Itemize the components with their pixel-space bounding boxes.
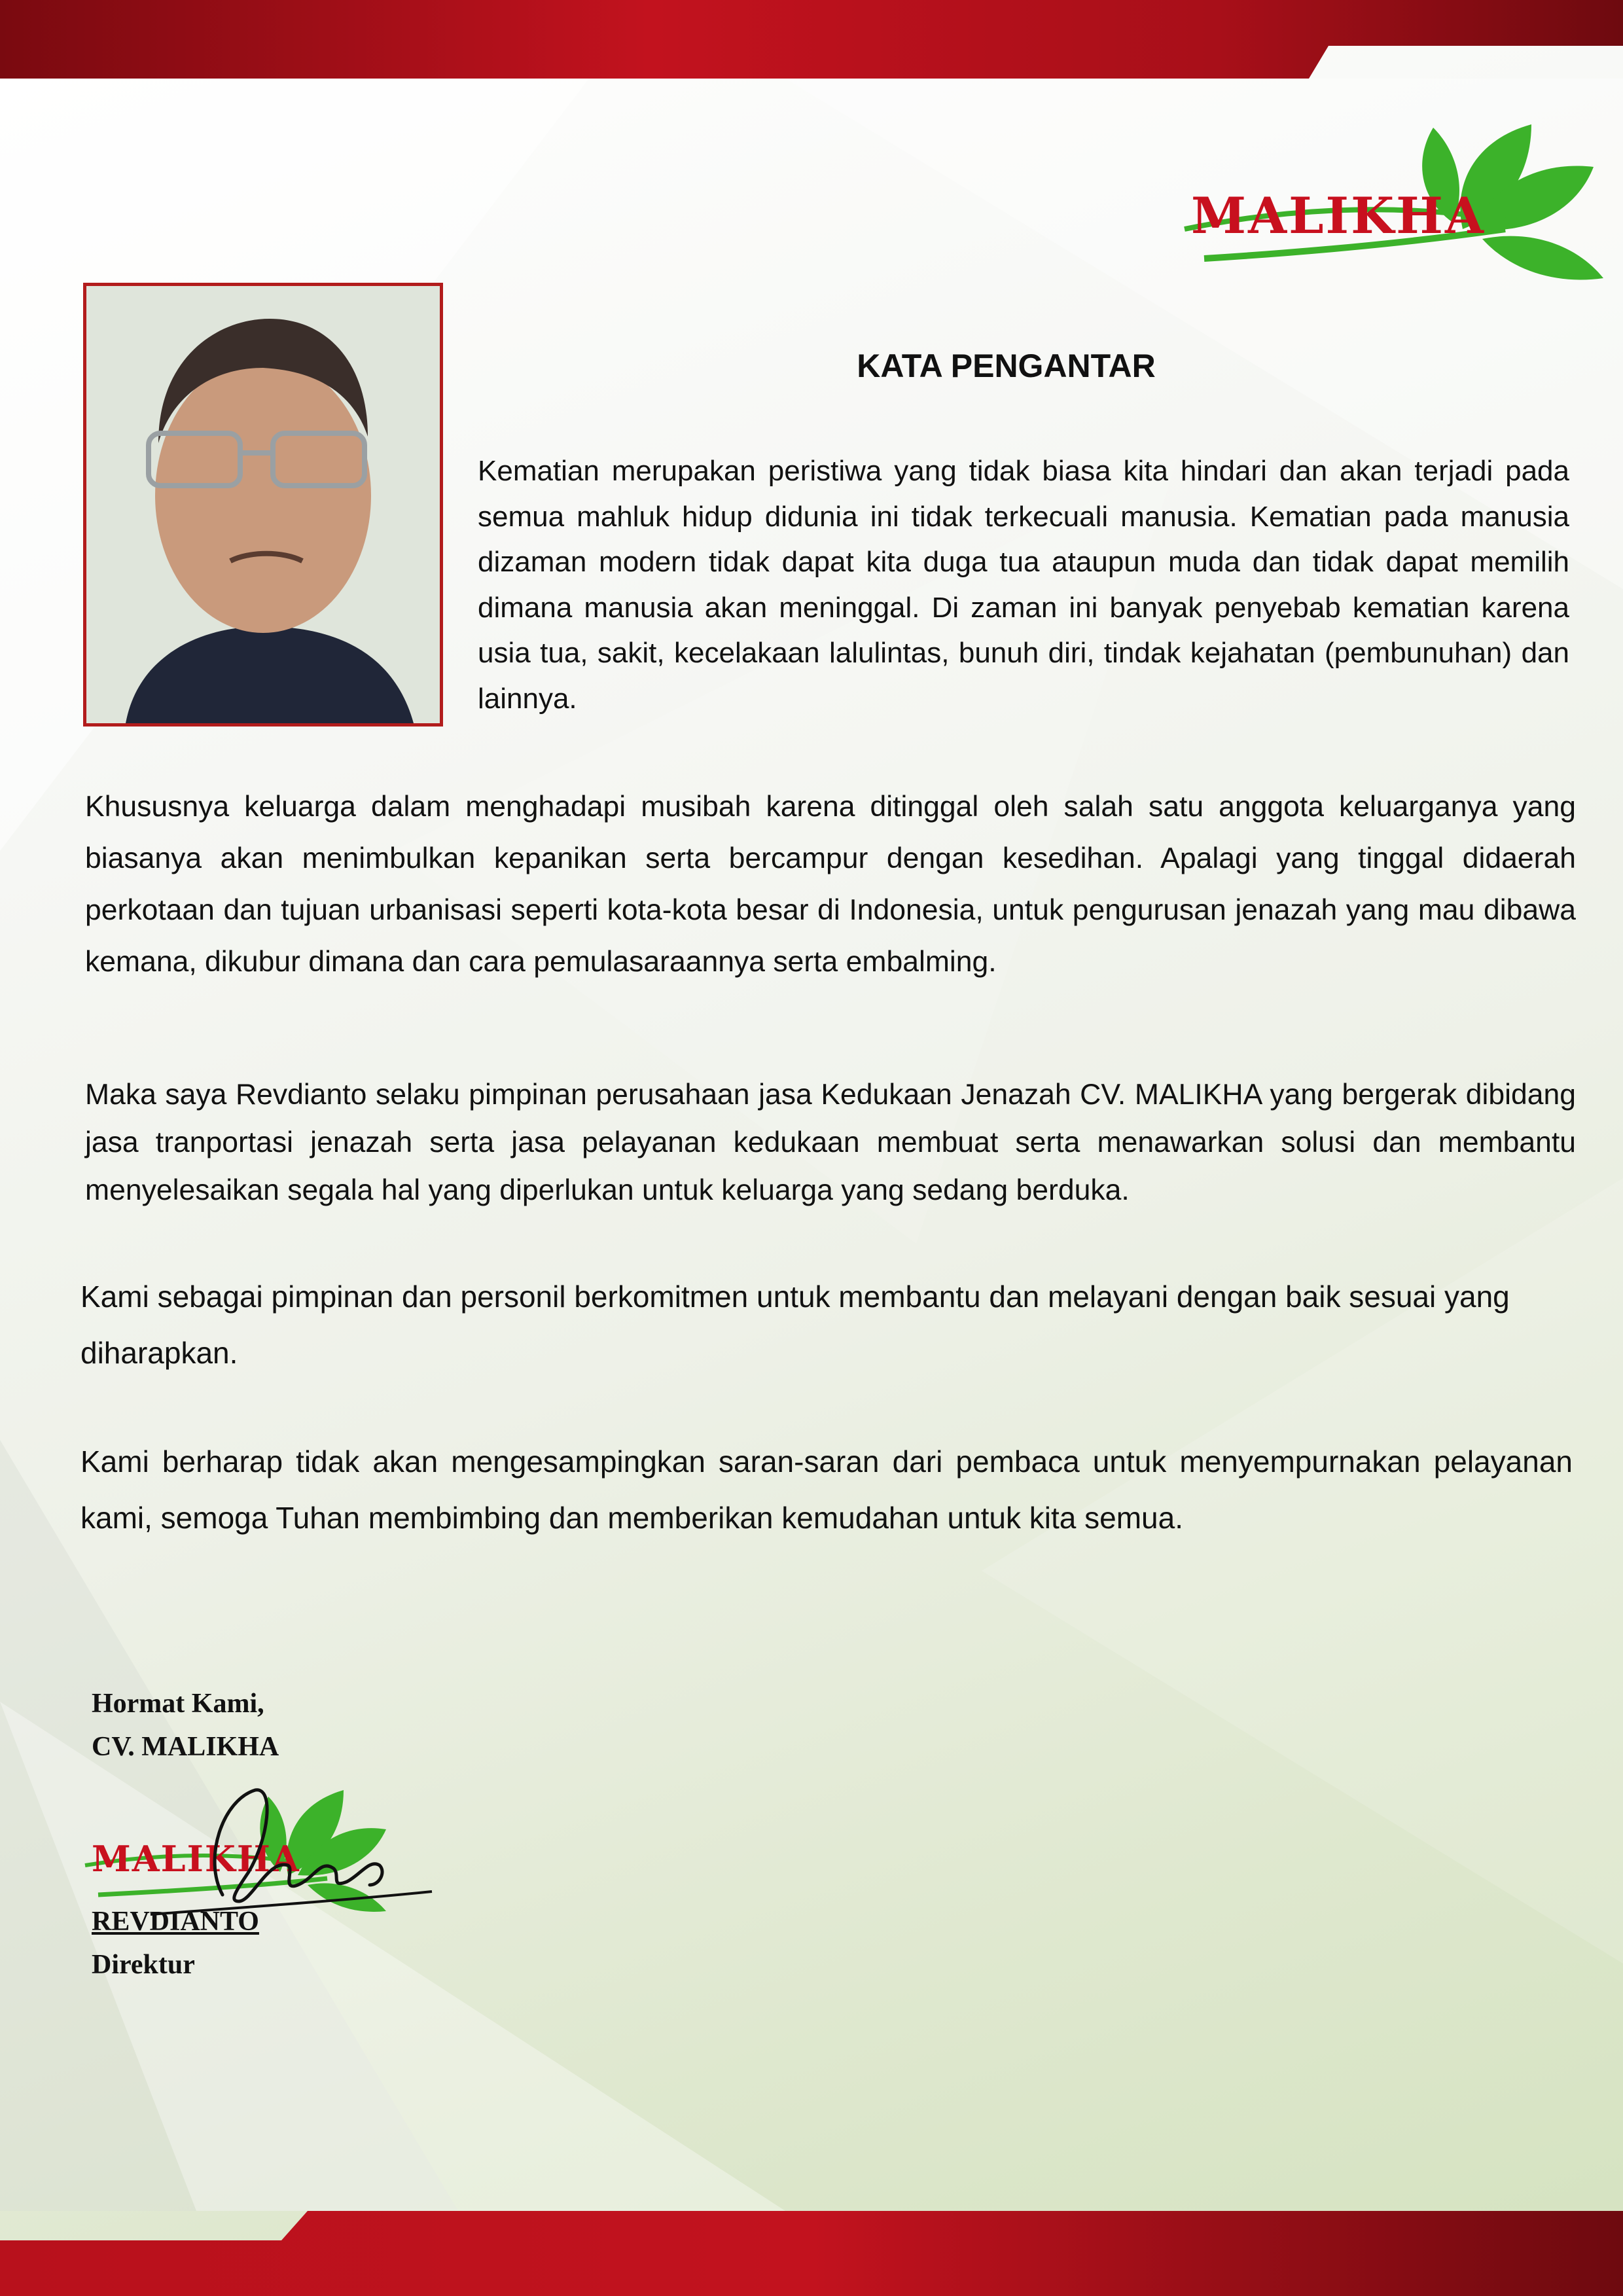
portrait-image <box>86 286 440 723</box>
paragraph-intro: Kematian merupakan peristiwa yang tidak biasa kita hindari dan akan terjadi pada semua mahluk hidup didunia ini tidak terkecuali manusia. Kematian pada manusia dizaman modern tidak dapat kita duga tua ataupun muda dan tidak dapat memilih dimana manusia akan meninggal. Di zaman ini banyak penyebab kematian karena usia tua, sakit, kecelakaan lalulintas, bunuh diri, tindak kejahatan (pembunuhan) dan lainnya. <box>478 455 1569 715</box>
paragraph-commitment: Kami sebagai pimpinan dan personil berkomitmen untuk membantu dan melayani dengan baik sesuai yang diharapkan. <box>80 1280 1510 1370</box>
paragraph-family: Khususnya keluarga dalam menghadapi musibah karena ditinggal oleh salah satu anggota keluarganya yang biasanya akan menimbulkan kepanikan serta bercampur dengan kesedihan. Apalagi yang tinggal didaerah perkotaan dan tujuan urbanisasi seperti kota-kota besar di Indonesia, untuk pengurusan jenazah yang mau dibawa kemana, dikubur dimana dan cara pemulasaraannya serta embalming. <box>85 791 1576 978</box>
paragraph-closing: Kami berharap tidak akan mengesampingkan saran-saran dari pembaca untuk menyempurnakan pelayanan kami, semoga Tuhan membimbing dan memberikan kemudahan untuk kita semua. <box>80 1444 1573 1535</box>
stamp-wordmark: MALIKHA <box>92 1838 300 1880</box>
header-band <box>0 0 1623 79</box>
director-photo <box>83 283 443 726</box>
logo-wordmark: MALIKHA <box>1191 187 1486 245</box>
company-logo <box>1165 88 1616 285</box>
company-name: CV. MALIKHA <box>92 1732 279 1762</box>
paragraph-company: Maka saya Revdianto selaku pimpinan perusahaan jasa Kedukaan Jenazah CV. MALIKHA yang bergerak dibidang jasa tranportasi jenazah serta jasa pelayanan kedukaan membuat serta menawarkan solusi dan membantu menyelesaikan segala hal yang diperlukan untuk keluarga yang sedang berduka. <box>85 1079 1576 1206</box>
closing-salutation: Hormat Kami, <box>92 1689 264 1719</box>
director-name: REVDIANTO <box>92 1907 259 1937</box>
signature-stamp <box>72 1761 438 1918</box>
handwritten-signature-icon <box>72 1761 438 1918</box>
page-title: KATA PENGANTAR <box>857 348 1156 384</box>
footer-band <box>0 2211 1623 2296</box>
director-position: Direktur <box>92 1950 195 1980</box>
